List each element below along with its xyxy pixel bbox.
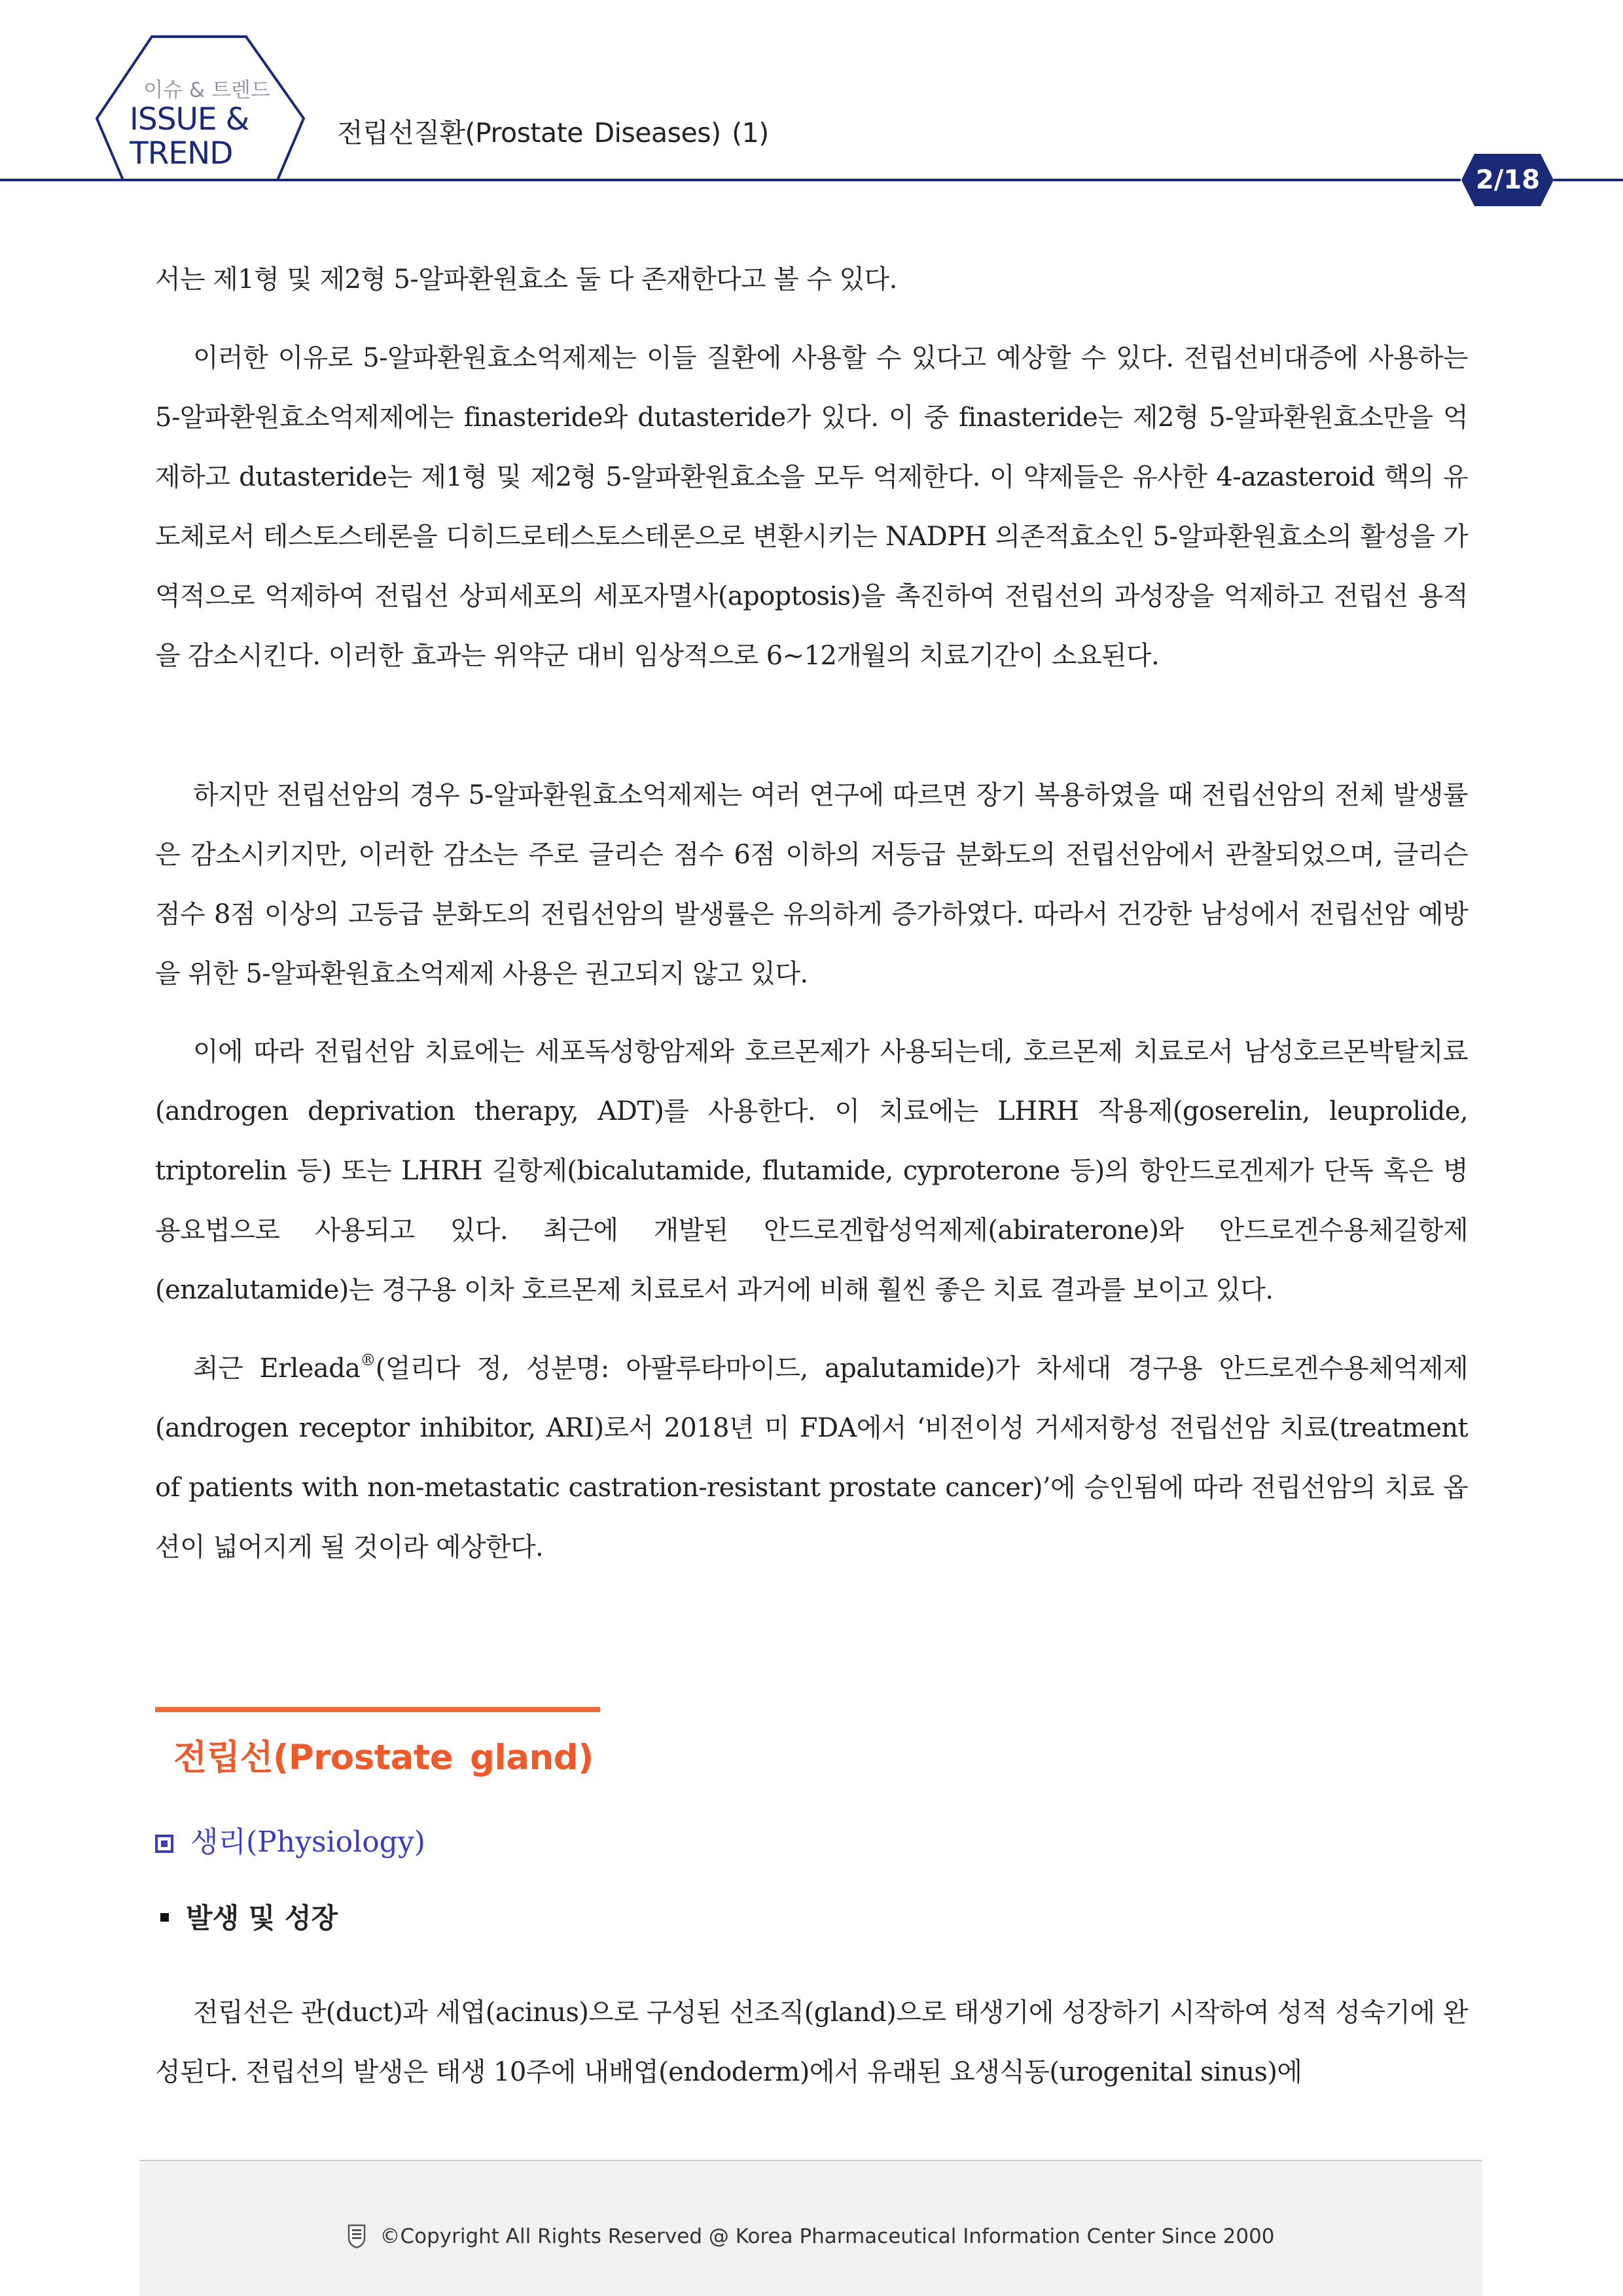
subheading xyxy=(155,1818,425,1860)
square-bullet-icon xyxy=(155,1835,173,1853)
footer-copyright: ©Copyright All Rights Reserved @ Korea Pharmaceutical Information Center Since 2000 xyxy=(139,2223,1482,2248)
small-square-bullet-icon xyxy=(160,1913,169,1922)
section-title: 전립선(Prostate gland) xyxy=(173,1738,594,1778)
paragraph-3: 하지만 전립선암의 경우 5-알파환원효소억제제는 여러 연구에 따르면 장기 복용하였을 때 전립선암의 전체 발생률은 감소시키지만, 이러한 감소는 주로 글리슨 점수 6점 이하의 저등급 분화도의 전립선암에서 관찰되었으며, 글리슨 점수 8점 이상의 고등급 분화도의 전립선암의 발생률은 유의하게 증가하였다. 따라서 건강한 남성에서 전립선암 예방을 위한 5-알파환원효소억제제 사용은 권고되지 않고 있다. xyxy=(155,780,1468,989)
bullet-heading xyxy=(160,1897,338,1936)
bullet-heading-label: 발생 및 성장 xyxy=(186,1902,338,1934)
paragraph-2: 이러한 이유로 5-알파환원효소억제제는 이들 질환에 사용할 수 있다고 예상할 수 있다. 전립선비대증에 사용하는 5-알파환원효소억제제에는 finasteride와 dutasteride가 있다. 이 중 finasteride는 제2형 5-알파환원효소만을 억제하고 dutasteride는 제1형 및 제2형 5-알파환원효소을 모두 억제한다. 이 약제들은 유사한 4-azasteroid 핵의 유도체로서 테스토스테론을 디히드로테스토스테론으로 변환시키는 NADPH 의존적효소인 5-알파환원효소의 활성을 가역적으로 억제하여 전립선 상피세포의 세포자멸사(apoptosis)을 촉진하여 전립선의 과성장을 억제하고 전립선 용적을 감소시킨다. 이러한 효과는 위약군 대비 임상적으로 6~12개월의 치료기간이 소요된다. xyxy=(155,343,1468,671)
section-accent-bar xyxy=(155,1707,600,1712)
footer xyxy=(139,2160,1482,2296)
badge-title: ISSUE & TREND xyxy=(130,101,249,171)
badge-subtitle: 이슈 & 트렌드 xyxy=(143,79,270,102)
document-title: 전립선질환(Prostate Diseases) (1) xyxy=(337,117,769,149)
kpic-logo-icon xyxy=(347,2223,366,2248)
subheading-label: 생리(Physiology) xyxy=(190,1825,425,1859)
paragraph-4: 이에 따라 전립선암 치료에는 세포독성항암제와 호르몬제가 사용되는데, 호르몬제 치료로서 남성호르몬박탈치료(androgen deprivation therapy, ADT)를 사용한다. 이 치료에는 LHRH 작용제(goserelin, leuprolide, triptorelin 등) 또는 LHRH 길항제(bicalutamide, flutamide, cyproterone 등)의 항안드로겐제가 단독 혹은 병용요법으로 사용되고 있다. 최근에 개발된 안드로겐합성억제제(abiraterone)와 안드로겐수용체길항제(enzalutamide)는 경구용 이차 호르몬제 치료로서 과거에 비해 훨씬 좋은 치료 결과를 보이고 있다. xyxy=(155,1037,1468,1305)
page-number: 2/18 xyxy=(1475,165,1541,195)
paragraph-5: 최근 Erleada®(얼리다 정, 성분명: 아팔루타마이드, apalutamide)가 차세대 경구용 안드로겐수용체억제제(androgen receptor inhibitor, ARI)로서 2018년 미 FDA에서 ‘비전이성 거세저항성 전립선암 치료(treatment of patients with non-metastatic castration-resistant prostate cancer)’에 승인됨에 따라 전립선암의 치료 옵션이 넓어지게 될 것이라 예상한다. xyxy=(155,1351,1468,1562)
paragraph-1: 서는 제1형 및 제2형 5-알파환원효소 둘 다 존재한다고 볼 수 있다. xyxy=(155,264,897,295)
section-paragraph-1: 전립선은 관(duct)과 세엽(acinus)으로 구성된 선조직(gland)으로 태생기에 성장하기 시작하여 성적 성숙기에 완성된다. 전립선의 발생은 태생 10주에 내배엽(endoderm)에서 유래된 요생식동(urogenital sinus)에 xyxy=(155,1998,1468,2087)
footer-divider xyxy=(139,2160,1482,2161)
registered-mark: ® xyxy=(360,1351,376,1369)
